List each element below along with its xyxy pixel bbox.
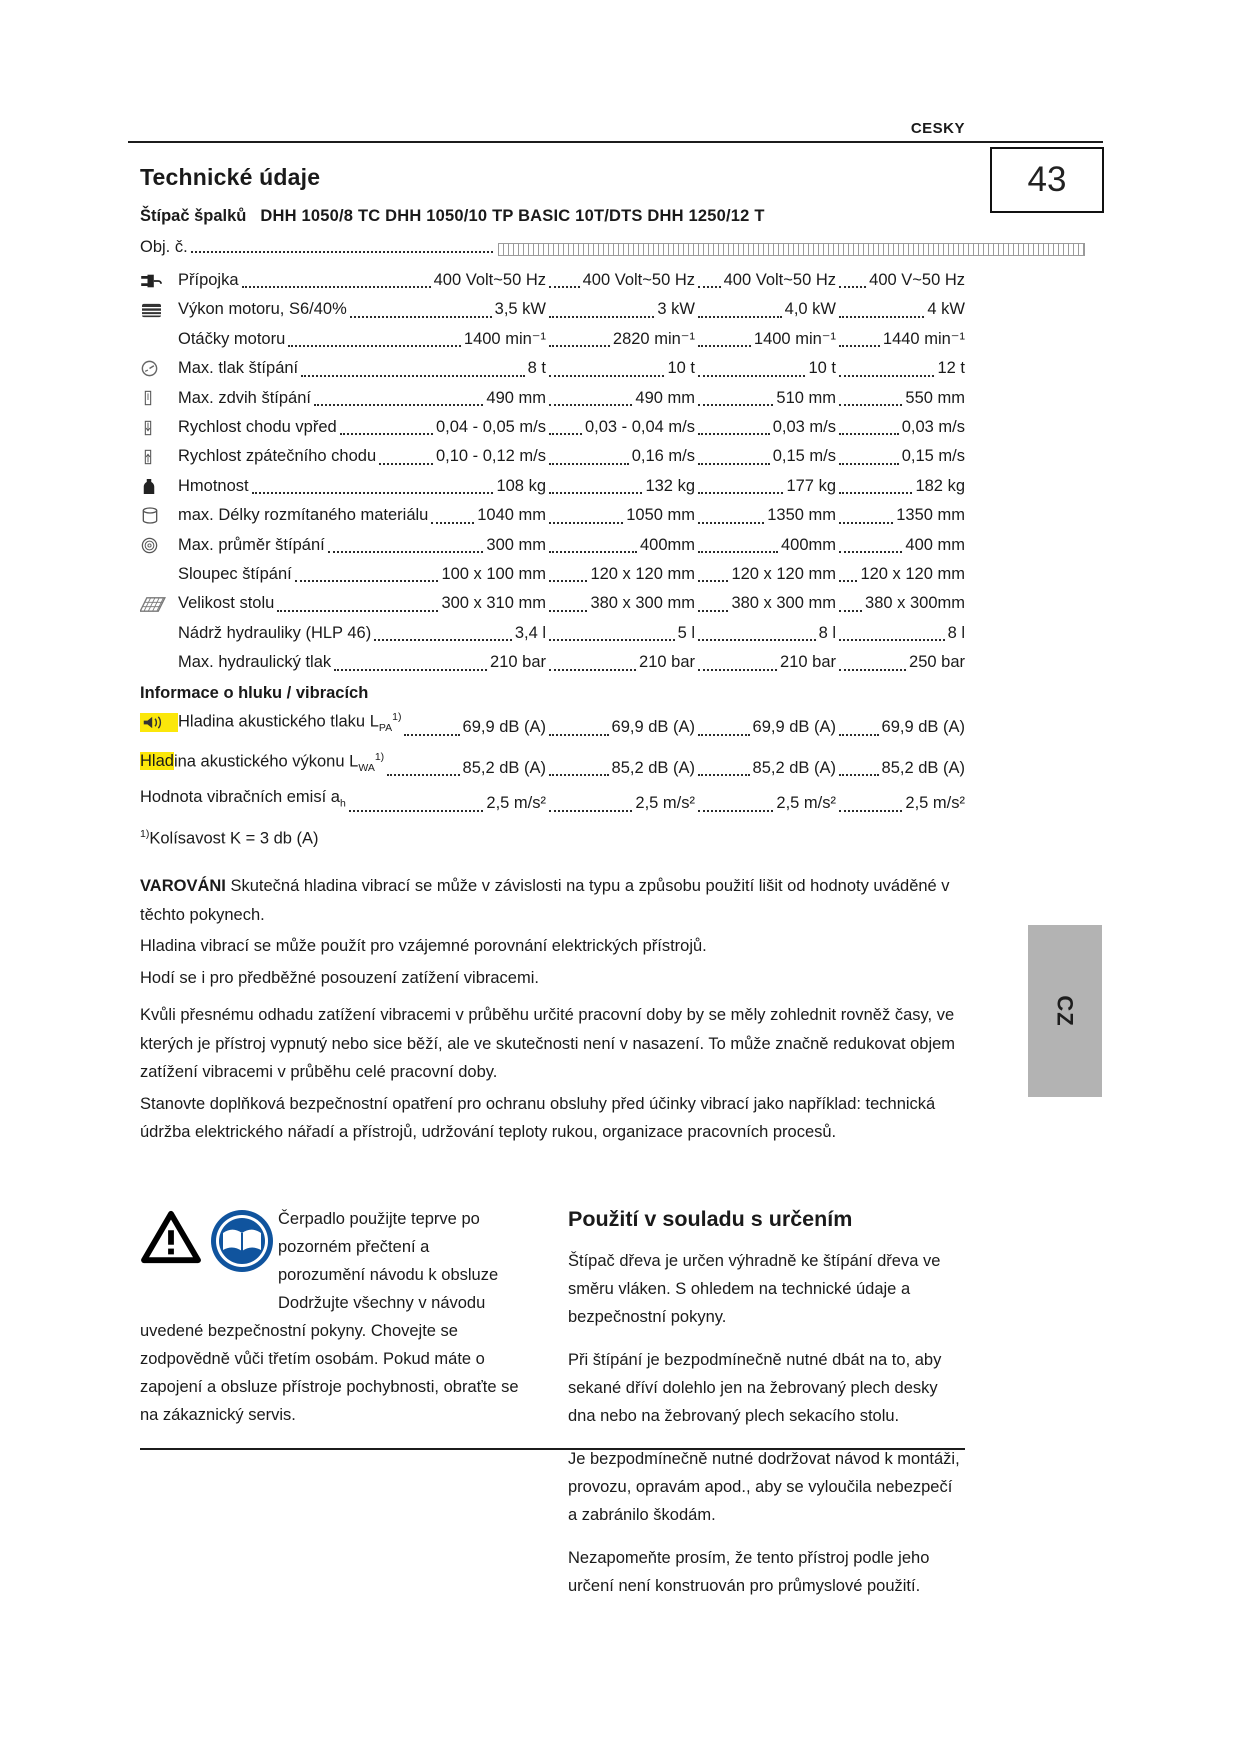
usage-paragraph: Štípač dřeva je určen výhradně ke štípání dřeva ve směru vláken. S ohledem na technické údaje a bezpečnostní pokyny. [568,1251,941,1326]
dotted-leader [839,492,912,494]
spec-value: 380 x 300 mm [590,594,695,613]
spec-value: 3,4 l [514,623,546,642]
label-cell [178,413,546,442]
value-cell [695,472,836,501]
content [140,164,965,1615]
spec-label: max. Délky rozmítaného materiálu [178,506,429,525]
value-cell [695,295,836,324]
value-cell [695,754,836,783]
spec-value: 490 mm [486,388,546,407]
usage-title: Použití v souladu s určením [568,1206,853,1231]
spec-label: Max. zdvih štípání [178,388,311,407]
value-cell [836,442,965,471]
label-cell [178,442,546,471]
value-cell [836,413,965,442]
spec-value: 1350 mm [767,506,836,525]
dotted-leader [839,375,934,377]
spec-value: 490 mm [635,388,695,407]
value-cell [695,789,836,818]
spec-value: 380 x 300 mm [731,594,836,613]
cylinder-icon [140,505,178,526]
spec-label: Otáčky motoru [178,329,286,348]
noise-label: ina akustického výkonu L [173,752,359,771]
spec-value: 4 kW [927,300,965,319]
spec-value: 1050 mm [626,506,695,525]
value-cell [546,266,695,295]
dotted-leader [340,433,433,435]
spec-value: 120 x 120 mm [860,565,965,584]
highlight-text: Hlad [140,752,174,771]
spec-value: 69,9 dB (A) [881,718,965,737]
value-cell [695,384,836,413]
usage-paragraph: Při štípání je bezpodmínečně nutné dbát na to, aby sekané dříví dolehlo jen na žebrovaný plech desky dna nebo na žebrovaný plech sekacího stolu. [568,1350,942,1425]
value-cell [836,789,965,818]
value-cell [695,619,836,648]
label-cell [178,295,546,324]
dotted-leader [839,286,866,288]
value-cell [695,713,836,742]
dotted-leader [839,734,879,736]
spec-value: 0,03 - 0,04 m/s [584,418,695,437]
label-cell [178,266,546,295]
spec-value: 400 Volt~50 Hz [433,271,546,289]
value-cell [546,442,695,471]
dotted-leader [839,433,899,435]
spec-value: 1350 mm [896,506,965,525]
value-cell [836,325,965,354]
spec-value: 2,5 m/s² [486,794,546,813]
dotted-leader [839,551,902,553]
spec-row [140,295,965,324]
spec-value: 8 l [947,623,965,642]
value-cell [546,295,695,324]
footnote-marker: 1) [140,827,150,840]
spec-value: 69,9 dB (A) [611,718,695,737]
spec-value: 2820 min⁻¹ [612,329,695,348]
subscript: WA [358,761,375,774]
table-icon [140,595,178,614]
spec-row [140,560,965,589]
subscript: PA [378,721,393,734]
spec-value: 400 mm [905,535,965,554]
spec-value: 300 mm [486,535,546,554]
warning-paragraph: Hodí se i pro předběžné posouzení zatížení vibracemi. [140,968,539,987]
dotted-leader [350,316,492,318]
spec-value: 0,04 - 0,05 m/s [435,418,546,437]
gauge-icon [140,359,178,378]
dotted-leader [698,669,777,671]
spec-row [140,501,965,530]
value-cell [546,501,695,530]
page-number: 43 [1027,160,1067,199]
value-cell [836,295,965,324]
header-rule [128,141,1103,143]
spec-value: 0,16 m/s [631,447,695,466]
spec-row [140,266,965,295]
warning-paragraph: Hladina vibrací se může použít pro vzájemné porovnání elektrických přístrojů. [140,937,707,956]
spec-label: Výkon motoru, S6/40% [178,300,347,319]
usage-paragraph: Je bezpodmínečně nutné dodržovat návod k montáži, provozu, opravám apod., aby se vyloučila nebezpečí a zabránilo škodám. [568,1449,960,1524]
dotted-leader [549,492,642,494]
footnote [140,820,965,853]
spec-label: Sloupec štípání [178,565,292,584]
label-cell [140,743,546,783]
spec-value: 85,2 dB (A) [881,758,965,777]
dotted-leader [698,580,728,582]
spec-table [140,266,965,678]
spec-value: 400 V~50 Hz [869,271,965,289]
spec-value: 0,10 - 0,12 m/s [435,447,546,466]
dotted-leader [404,734,459,736]
dotted-leader [549,375,664,377]
dotted-leader [698,734,750,736]
dotted-leader [288,345,461,347]
value-cell [546,354,695,383]
dotted-leader [549,669,636,671]
label-cell [178,589,546,618]
dotted-leader [839,580,857,582]
usage-paragraph: Nezapomeňte prosím, že tento přístroj podle jeho určení není konstruován pro průmyslové použití. [568,1548,930,1595]
dotted-leader [698,433,770,435]
dotted-leader [698,774,750,776]
spec-value: 69,9 dB (A) [752,718,836,737]
language-label: CESKY [910,120,965,137]
value-cell [695,560,836,589]
value-cell [836,713,965,742]
safety-icons [140,1205,278,1295]
page-title: Technické údaje [140,164,321,190]
value-cell [695,325,836,354]
label-cell [178,560,546,589]
vibration-warning-block [140,872,965,1147]
value-cell [836,472,965,501]
dotted-leader [252,492,494,494]
value-cell [695,531,836,560]
label-cell [140,783,546,819]
value-cell [546,754,695,783]
warning-word: VAROVÁNI [140,877,226,896]
dotted-leader [374,639,512,641]
dotted-leader [334,669,487,671]
order-number-row [140,234,965,260]
warning-text: Skutečná hladina vibrací se může v závislosti na typu a způsobu použití lišit od hodnoty uváděné v těchto pokynech. [140,877,950,924]
value-cell [836,531,965,560]
spec-row [140,413,965,442]
value-cell [695,589,836,618]
value-cell [546,384,695,413]
value-cell [546,325,695,354]
dotted-leader [698,463,770,465]
dotted-leader [839,610,862,612]
dotted-leader [698,522,764,524]
value-cell [546,713,695,742]
spec-row [140,648,965,677]
spec-value: 100 x 100 mm [441,565,546,584]
stroke-icon [140,387,178,409]
log-icon [140,536,178,555]
dotted-leader [698,551,778,553]
label-cell [178,354,546,383]
spec-value: 177 kg [786,476,836,495]
spec-row [140,442,965,471]
dotted-leader [839,669,906,671]
spec-value: 2,5 m/s² [776,794,836,813]
dotted-leader [698,610,728,612]
dotted-leader [839,404,902,406]
spec-value: 210 bar [780,653,836,672]
dotted-leader [549,433,582,435]
warning-triangle-icon [140,1209,202,1274]
dotted-leader [698,286,721,288]
dotted-leader [549,522,623,524]
spec-value: 210 bar [490,653,546,672]
spec-value: 1400 min⁻¹ [753,329,836,348]
value-cell [546,413,695,442]
noise-row [140,743,965,783]
noise-table [140,703,965,819]
dotted-leader [549,551,637,553]
dotted-leader [242,286,431,288]
subtitle-label: Štípač špalků [140,207,247,225]
spec-value: 2,5 m/s² [905,794,965,813]
model-names: DHH 1050/8 TC DHH 1050/10 TP BASIC 10T/DTS DHH 1250/12 T [260,207,765,225]
spec-value: 120 x 120 mm [590,565,695,584]
spec-value: 0,03 m/s [901,418,965,437]
value-cell [836,501,965,530]
spec-value: 182 kg [915,476,965,495]
dotted-leader [277,610,438,612]
spec-value: 1440 min⁻¹ [882,329,965,348]
spec-value: 1400 min⁻¹ [463,329,546,348]
dotted-leader [549,810,632,812]
dotted-leader [839,345,880,347]
dotted-leader [191,251,493,253]
dotted-leader [698,345,751,347]
label-cell [178,648,546,677]
safety-column [140,1205,520,1615]
dotted-leader [698,316,782,318]
value-cell [546,648,695,677]
speed-return-icon [140,446,178,468]
spec-label: Max. hydraulický tlak [178,653,332,672]
value-cell [546,560,695,589]
label-cell [178,472,546,501]
dotted-leader [698,492,783,494]
dotted-leader [549,580,587,582]
spec-row [140,384,965,413]
plug-icon [140,272,178,290]
dotted-leader [698,639,816,641]
noise-section-title: Informace o hluku / vibracích [140,683,369,702]
weight-icon [140,476,178,497]
safety-text: Čerpadlo použijte teprve po pozorném přečtení a porozumění návodu k obsluze Dodržujte všechny v návodu uvedené bezpečnostní pokyny. Chovejte se zodpovědně vůči třetím osobám. Pokud máte o zapojení a obsluze přístroje pochybnosti, obraťte se na zákaznický servis. [140,1209,519,1424]
cz-tab-label: CZ [1052,995,1078,1027]
label-cell [178,325,546,354]
noise-label: Hodnota vibračních emisí a [140,788,340,807]
spec-value: 0,03 m/s [772,418,836,437]
subscript: h [339,797,346,810]
spec-value: 380 x 300mm [865,594,965,613]
spec-label: Nádrž hydrauliky (HLP 46) [178,623,372,642]
value-cell [836,754,965,783]
dotted-leader [379,463,433,465]
warning-paragraph: Kvůli přesnému odhadu zatížení vibracemi v průběhu určité pracovní doby by se měly zohlednit rovněž časy, ve kterých je přístroj vypnutý nebo sice běží, ale ve skutečnosti není v nasazení. To může značně redukovat objem zatížení vibracemi v průběhu celé pracovní doby. [140,1006,956,1082]
spec-value: 108 kg [496,476,546,495]
superscript: 1) [392,710,402,723]
spec-value: 2,5 m/s² [635,794,695,813]
spec-label: Velikost stolu [178,594,275,613]
value-cell [836,560,965,589]
dotted-leader [839,463,899,465]
value-cell [695,354,836,383]
value-cell [546,789,695,818]
label-cell [178,384,546,413]
spec-label: Hmotnost [178,476,249,495]
footnote-text: Kolísavost K = 3 db (A) [149,829,319,848]
spec-value: 8 l [818,623,836,642]
spec-row [140,589,965,618]
spec-value: 120 x 120 mm [731,565,836,584]
warning-paragraph [140,872,965,929]
spec-value: 85,2 dB (A) [611,758,695,777]
value-cell [836,384,965,413]
dotted-leader [549,404,632,406]
spec-value: 510 mm [776,388,836,407]
value-cell [695,501,836,530]
value-cell [836,266,965,295]
dotted-leader [839,810,902,812]
spec-label: Rychlost chodu vpřed [178,418,337,437]
dotted-leader [839,316,924,318]
dotted-leader [698,404,773,406]
value-cell [695,648,836,677]
noise-label: Hladina akustického tlaku L [178,712,379,731]
spec-value: 10 t [808,359,836,378]
models-subtitle [140,207,965,226]
speed-forward-icon [140,417,178,439]
spec-label: Max. tlak štípání [178,359,299,378]
spec-value: 400 Volt~50 Hz [582,271,695,289]
order-number-strip [498,243,1085,256]
bottom-columns [140,1205,965,1615]
superscript: 1) [374,750,385,763]
cz-section-tab [1028,925,1102,1097]
value-cell [546,619,695,648]
value-cell [695,266,836,295]
read-manual-icon [210,1209,274,1282]
spec-value: 85,2 dB (A) [462,758,546,777]
dotted-leader [549,286,580,288]
dotted-leader [314,404,483,406]
dotted-leader [431,522,474,524]
value-cell [546,472,695,501]
warning-paragraph: Stanovte doplňková bezpečnostní opatření pro ochranu obsluhy před účinky vibrací jako například: technická údržba elektrického nářadí a přístrojů, udržování teploty rukou, organizace pracovních procesů. [140,1094,936,1142]
page-number-box [990,147,1104,213]
spec-value: 4,0 kW [784,300,836,319]
dotted-leader [328,551,484,553]
noise-row [140,703,965,743]
spec-label: Přípojka [178,271,239,289]
value-cell [836,619,965,648]
spec-row [140,531,965,560]
dotted-leader [349,810,484,812]
spec-value: 85,2 dB (A) [752,758,836,777]
dotted-leader [839,774,879,776]
dotted-leader [549,639,675,641]
spec-value: 69,9 dB (A) [462,718,546,737]
dotted-leader [549,316,654,318]
spec-value: 5 l [677,623,695,642]
dotted-leader [549,734,609,736]
dotted-leader [698,375,805,377]
spec-value: 3 kW [657,300,695,319]
value-cell [546,531,695,560]
order-number-label: Obj. č. [140,238,188,256]
value-cell [695,442,836,471]
noise-icon [140,713,178,732]
spec-row [140,472,965,501]
label-cell [178,531,546,560]
spec-row [140,325,965,354]
value-cell [695,413,836,442]
spec-value: 0,15 m/s [901,447,965,466]
dotted-leader [387,774,459,776]
label-cell [178,501,546,530]
spec-value: 132 kg [645,476,695,495]
spec-value: 550 mm [905,388,965,407]
label-cell [178,703,546,743]
value-cell [836,354,965,383]
value-cell [836,589,965,618]
dotted-leader [549,774,609,776]
spec-value: 300 x 310 mm [441,594,546,613]
spec-value: 400 Volt~50 Hz [723,271,836,289]
dotted-leader [301,375,525,377]
value-cell [546,589,695,618]
spec-value: 400mm [639,535,695,554]
motor-icon [140,301,178,320]
spec-value: 400mm [780,535,836,554]
label-cell [178,619,546,648]
dotted-leader [549,610,587,612]
value-cell [836,648,965,677]
spec-label: Rychlost zpátečního chodu [178,447,377,466]
spec-value: 1040 mm [477,506,546,525]
spec-value: 12 t [937,359,965,378]
spec-row [140,354,965,383]
spec-value: 10 t [667,359,695,378]
dotted-leader [549,345,610,347]
dotted-leader [698,810,773,812]
dotted-leader [839,639,945,641]
spec-value: 8 t [527,359,546,378]
spec-row [140,619,965,648]
dotted-leader [295,580,439,582]
spec-value: 0,15 m/s [772,447,836,466]
usage-column [568,1205,965,1615]
spec-value: 250 bar [909,653,965,672]
noise-row [140,783,965,819]
spec-label: Max. průměr štípání [178,535,325,554]
dotted-leader [839,522,893,524]
dotted-leader [549,463,629,465]
spec-value: 3,5 kW [494,300,546,319]
spec-value: 210 bar [639,653,695,672]
